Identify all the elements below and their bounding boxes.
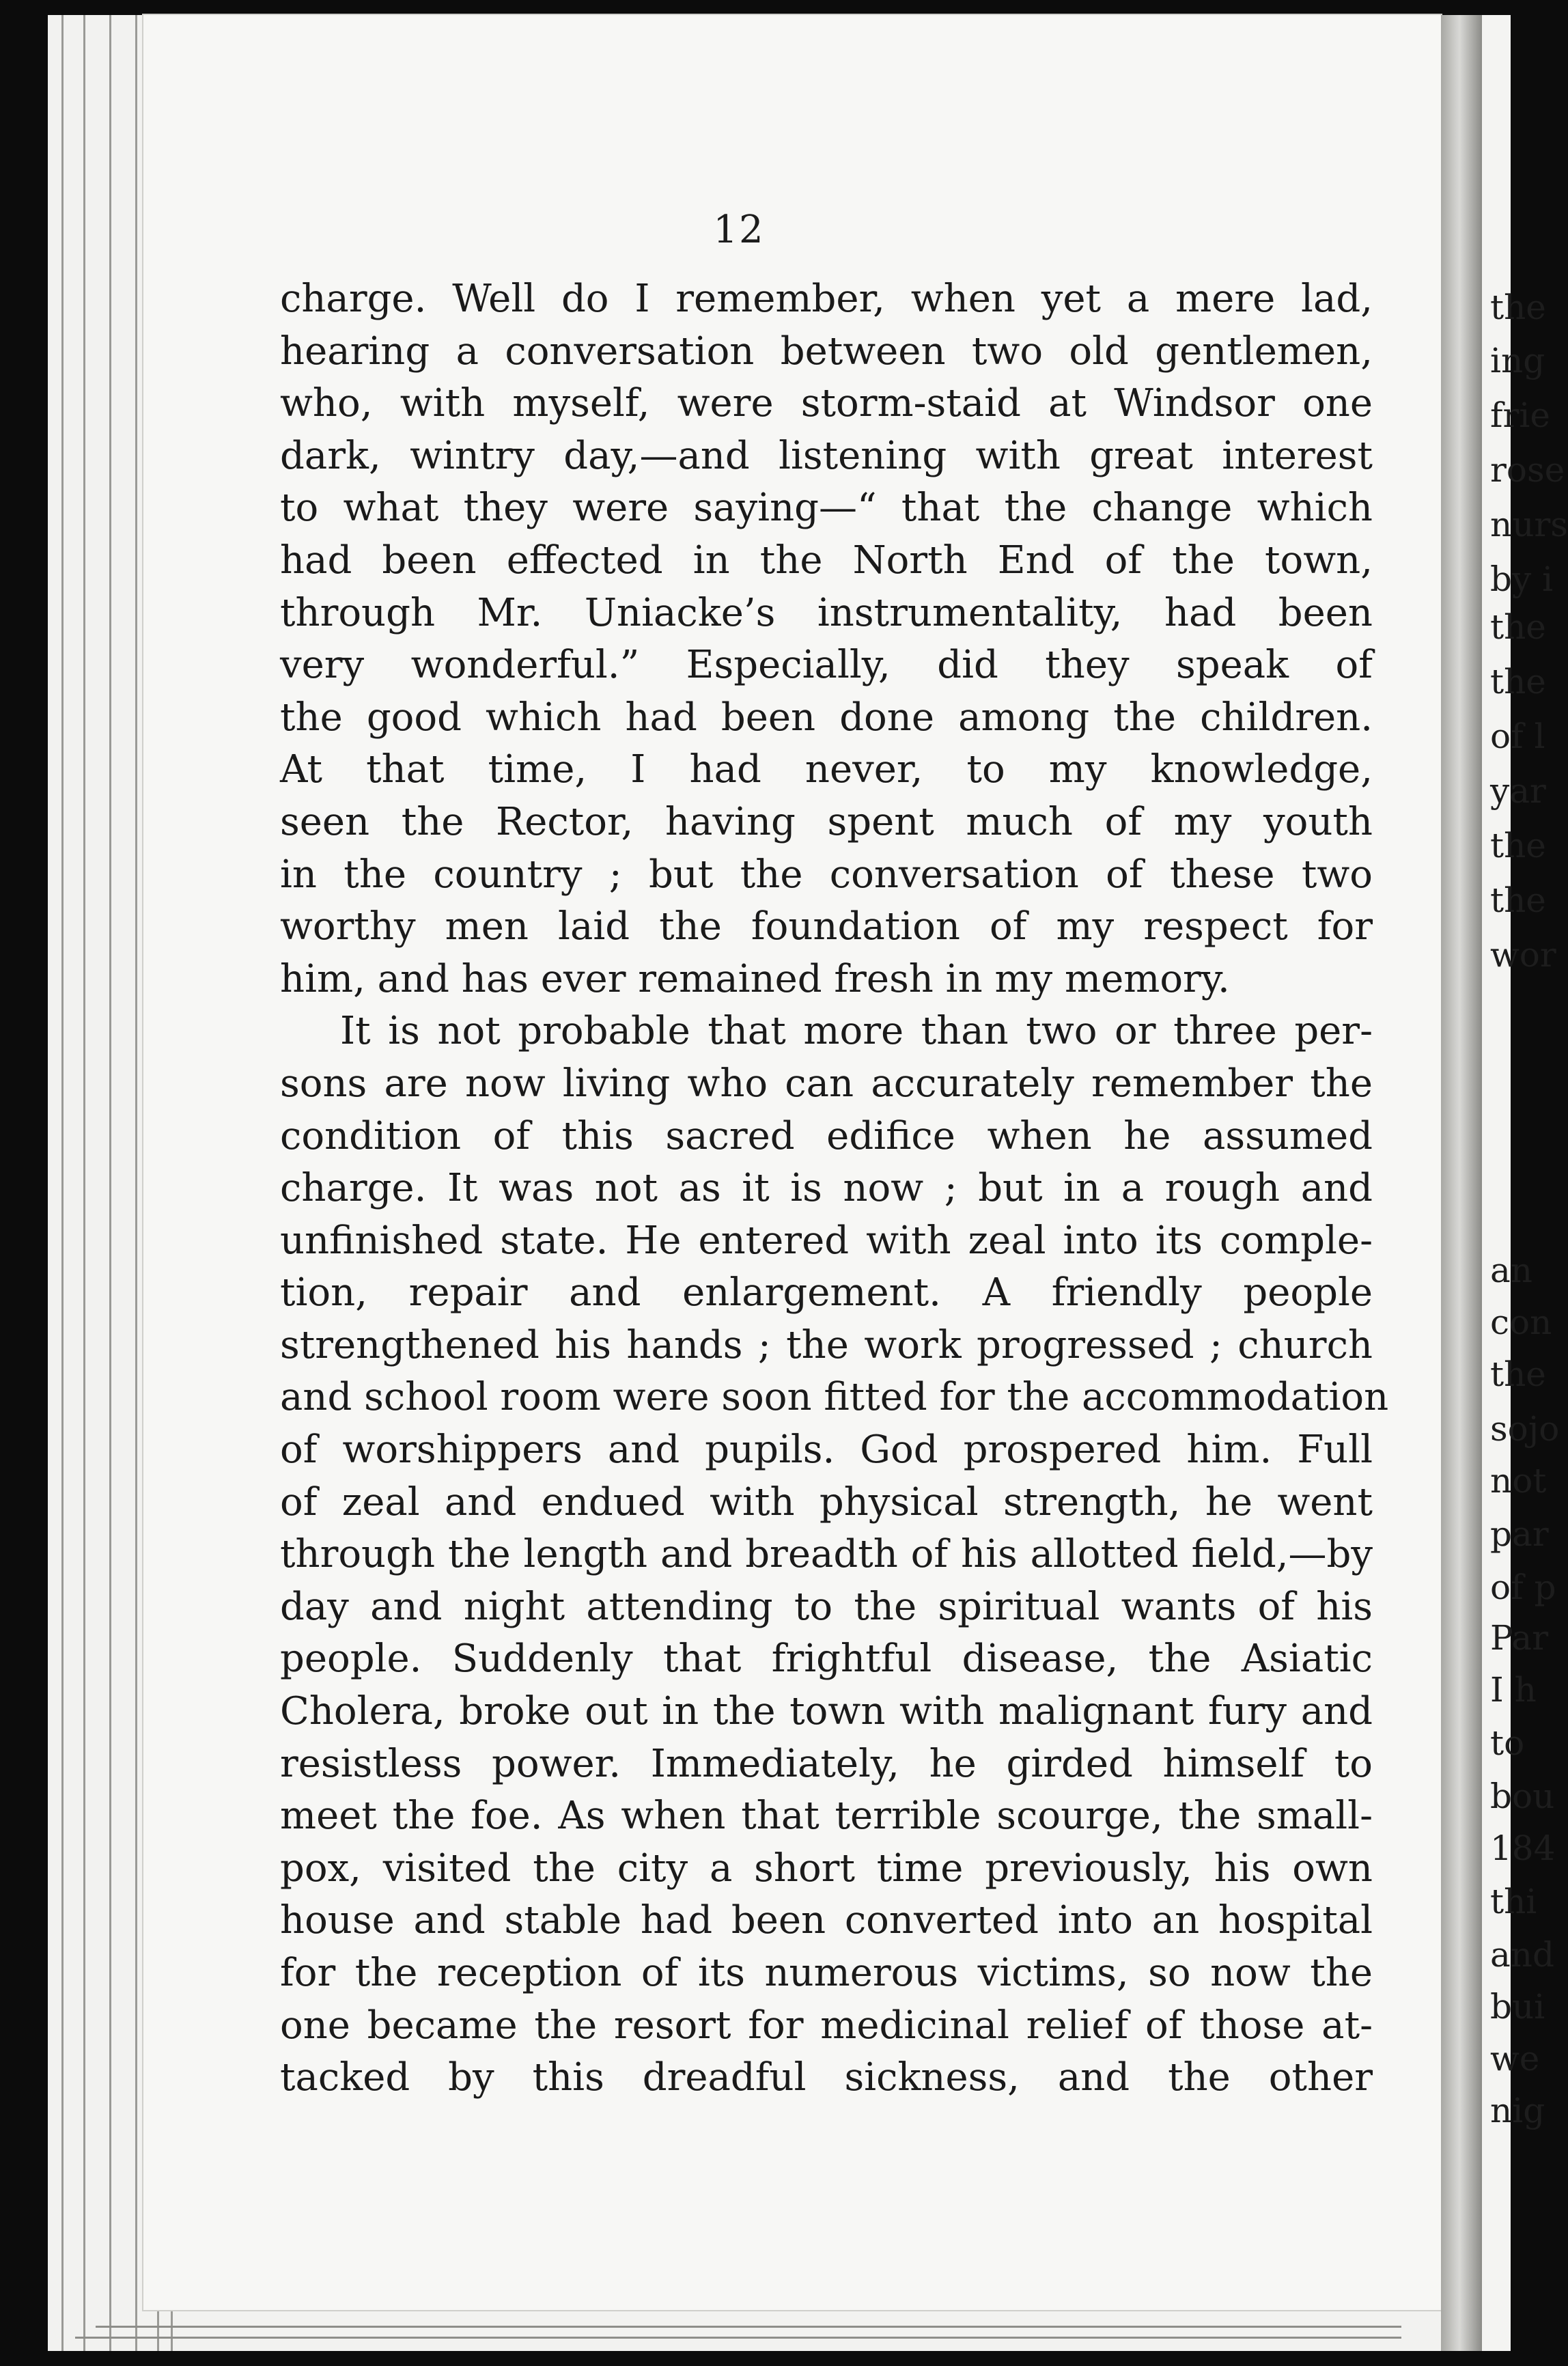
text-line: for the reception of its numerous victims, so now the: [280, 1951, 1373, 1995]
adjacent-page-fragment: 184: [1490, 1828, 1556, 1868]
text-line: to what they were saying—“ that the change which: [280, 486, 1373, 531]
text-line: house and stable had been converted into an hospital: [280, 1898, 1373, 1943]
adjacent-page-fragment: par: [1490, 1514, 1549, 1554]
text-line: one became the resort for medicinal relief of those at-: [280, 2003, 1373, 2048]
adjacent-page-fragment: I h: [1490, 1670, 1537, 1710]
adjacent-page-fragment: the: [1490, 826, 1546, 865]
page-edge-bottom: [75, 2337, 1401, 2339]
paragraph-2: [280, 1005, 1389, 2104]
text-line: resistless power. Immediately, he girded himself to: [280, 1741, 1373, 1786]
binding-gutter: [1441, 15, 1482, 2351]
text-line: in the country ; but the conversation of these two: [280, 852, 1373, 897]
adjacent-page-fragment: of l: [1490, 716, 1545, 756]
adjacent-page-fragment: nurs: [1490, 505, 1568, 544]
adjacent-page-fragment: and: [1490, 1935, 1555, 1975]
text-line: charge. It was not as it is now ; but in a rough and: [280, 1166, 1373, 1211]
adjacent-page-fragment: the: [1490, 662, 1546, 701]
text-line: condition of this sacred edifice when he assumed: [280, 1113, 1373, 1158]
text-line: day and night attending to the spiritual wants of his: [280, 1584, 1373, 1629]
text-line: At that time, I had never, to my knowledge,: [280, 747, 1373, 792]
page-edge-bottom: [96, 2326, 1401, 2328]
adjacent-page-fragment: yar: [1490, 771, 1546, 811]
text-line: hearing a conversation between two old gentlemen,: [280, 329, 1373, 374]
text-line: of zeal and endued with physical strength, he went: [280, 1479, 1373, 1525]
adjacent-page-fragment: bui: [1490, 1987, 1545, 2027]
adjacent-page-fragment: rose: [1490, 450, 1565, 490]
body-text: [280, 273, 1389, 2104]
text-line: people. Suddenly that frightful disease, the Asiatic: [280, 1637, 1373, 1682]
text-line: tacked by this dreadful sickness, and the other: [280, 2055, 1373, 2100]
adjacent-page-fragment: the: [1490, 1354, 1546, 1394]
text-line: who, with myself, were storm-staid at Windsor one: [280, 381, 1373, 426]
adjacent-page-fragment: by i: [1490, 559, 1554, 599]
text-line: It is not probable that more than two or three per-: [340, 1009, 1373, 1054]
adjacent-page-fragment: ing: [1490, 341, 1545, 380]
adjacent-page-fragment: the: [1490, 607, 1546, 647]
adjacent-page-fragment: the: [1490, 880, 1546, 920]
adjacent-page-fragment: wor: [1490, 935, 1556, 975]
paragraph-1: [280, 273, 1373, 1005]
text-line: tion, repair and enlargement. A friendly people: [280, 1270, 1373, 1316]
text-line: charge. Well do I remember, when yet a mere lad,: [280, 277, 1373, 321]
adjacent-page-fragment: con: [1490, 1303, 1552, 1342]
text-line: meet the foe. As when that terrible scourge, the small-: [280, 1794, 1373, 1839]
adjacent-page-fragment: we: [1490, 2039, 1540, 2078]
text-line: and school room were soon fitted for the accommodation: [280, 1375, 1389, 1420]
text-line: pox, visited the city a short time previously, his own: [280, 1846, 1373, 1891]
adjacent-page-fragment: not: [1490, 1461, 1547, 1501]
text-line: him, and has ever remained fresh in my memory.: [280, 956, 1230, 1001]
text-line: sons are now living who can accurately remember the: [280, 1061, 1373, 1106]
adjacent-page-fragment: sojo: [1490, 1409, 1560, 1449]
adjacent-page-fragment: an: [1490, 1251, 1533, 1290]
page-edge: [109, 15, 111, 2351]
text-line: through the length and breadth of his allotted field,—by: [280, 1532, 1373, 1577]
page-edge: [61, 15, 64, 2351]
text-line: of worshippers and pupils. God prospered him. Full: [280, 1428, 1373, 1473]
text-line: very wonderful.” Especially, did they speak of: [280, 643, 1373, 688]
adjacent-page-fragment: frie: [1490, 395, 1550, 435]
text-line: Cholera, broke out in the town with malignant fury and: [280, 1689, 1373, 1734]
adjacent-page-fragment: to: [1490, 1723, 1525, 1763]
text-line: worthy men laid the foundation of my respect for: [280, 904, 1373, 949]
text-line: strengthened his hands ; the work progressed ; church: [280, 1322, 1373, 1367]
text-line: the good which had been done among the children.: [280, 695, 1373, 740]
page-edge: [135, 15, 137, 2351]
page-number: 12: [713, 208, 765, 252]
adjacent-page-fragment: thi: [1490, 1882, 1537, 1921]
adjacent-page-fragment: of p: [1490, 1568, 1556, 1607]
adjacent-page-fragment: the: [1490, 288, 1546, 327]
text-line: seen the Rector, having spent much of my youth: [280, 799, 1373, 844]
adjacent-page: [1482, 15, 1568, 2351]
text-line: unfinished state. He entered with zeal into its comple-: [280, 1218, 1373, 1263]
page-edge: [83, 15, 85, 2351]
adjacent-page-fragment: bou: [1490, 1777, 1555, 1816]
text-line: had been effected in the North End of the town,: [280, 538, 1373, 583]
text-line: dark, wintry day,—and listening with great interest: [280, 433, 1373, 478]
text-line: through Mr. Uniacke’s instrumentality, had been: [280, 590, 1373, 635]
adjacent-page-fragment: Par: [1490, 1618, 1549, 1658]
adjacent-page-fragment: nig: [1490, 2091, 1545, 2130]
